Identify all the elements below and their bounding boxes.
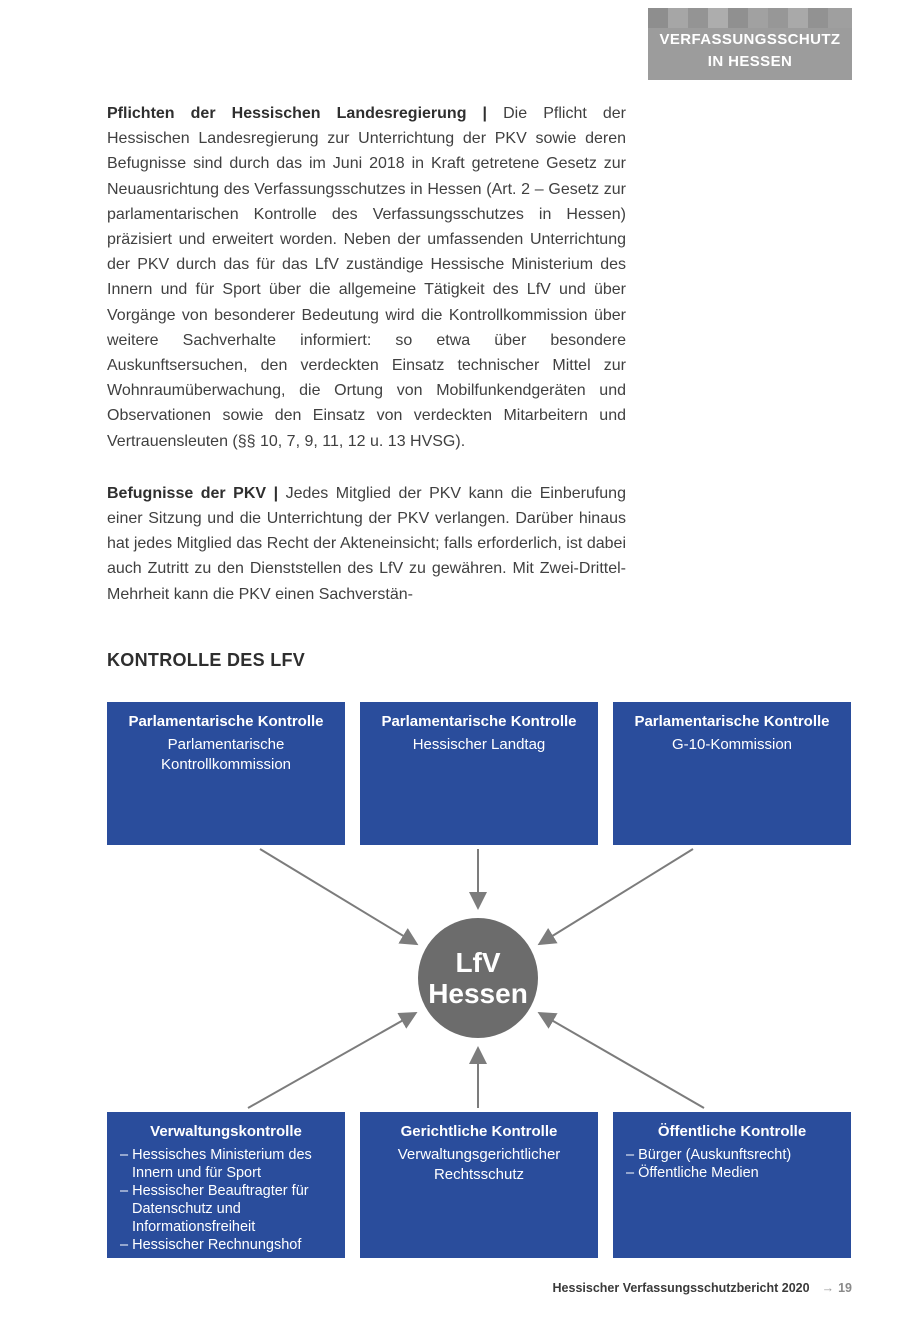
circle-label-line-1: LfV xyxy=(455,947,501,978)
body-copy xyxy=(107,101,626,634)
paragraph-lead-pflichten: Pflichten der Hessischen Landesregierung | xyxy=(107,105,488,122)
box-item-list xyxy=(107,1145,345,1254)
box-subtitle: Parlamentarische Kontrollkommission xyxy=(160,736,292,773)
page-footer xyxy=(0,1281,852,1295)
diagram-box-gerichtliche-kontrolle xyxy=(360,1112,598,1258)
box-item-list xyxy=(613,1145,851,1182)
badge-title-line-2: IN HESSEN xyxy=(707,53,793,70)
box-item: – Öffentliche Medien xyxy=(626,1165,759,1181)
box-item: – Bürger (Auskunftsrecht) xyxy=(626,1147,792,1163)
footer-page-number: 19 xyxy=(838,1281,852,1295)
box-title: Parlamentarische Kontrolle xyxy=(634,713,830,730)
diagram-box-oeffentliche-kontrolle xyxy=(613,1112,851,1258)
paragraph-text-befugnisse: Jedes Mitglied der PKV kann die Einberufung einer Sitzung und die Unterrichtung der PKV verlangen. Darüber hinaus hat jedes Mitglied das Recht der Akteneinsicht; falls erforderlich, ist dabei auch Zutritt zu den Dienststellen des LfV zu gewähren. Mit Zwei-Drittel-Mehrheit kann die PKV einen Sachverstän- xyxy=(107,484,626,603)
footer-arrow-icon: → xyxy=(821,1281,835,1295)
kontrolle-des-lfv-diagram xyxy=(107,702,851,1258)
box-item: – Hessischer Beauftragter für Datenschutz und Informationsfreiheit xyxy=(120,1183,309,1235)
box-subtitle: Verwaltungsgerichtlicher Rechtsschutz xyxy=(397,1146,561,1183)
diagram-box-parlamentarische-kontrollkommission xyxy=(107,702,345,845)
section-title: KONTROLLE DES LFV xyxy=(107,650,306,670)
header-badge xyxy=(648,8,852,80)
box-item: – Hessisches Ministerium des Innern und für Sport xyxy=(120,1147,312,1181)
box-subtitle: Hessischer Landtag xyxy=(412,736,546,753)
box-title: Parlamentarische Kontrolle xyxy=(128,713,324,730)
box-title: Gerichtliche Kontrolle xyxy=(400,1123,558,1140)
paragraph-text-pflichten: Die Pflicht der Hessischen Landesregierung zur Unterrichtung der PKV sowie deren Befugnisse sind durch das im Juni 2018 in Kraft getretene Gesetz zur Neuausrichtung des Verfassungsschutzes in Hessen (Art. 2 – Gesetz zur parlamentarischen Kontrolle des Verfassungsschutzes in Hessen) präzisiert und erweitert worden. Neben der umfassenden Unterrichtung der PKV durch das für das LfV zuständige Hessische Ministerium des Innern und für Sport über die allgemeine Tätigkeit des LfV und über Vorgänge von besonderer Bedeutung wird die Kontrollkommission über weitere Sachverhalte informiert: so etwa über besondere Auskunftsersuchen, den verdeckten Einsatz technischer Mittel zur Wohnraumüberwachung, die Ortung von Mobilfunkendgeräten und Observationen sowie den Einsatz von verdeckten Mitarbeitern und Vertrauensleuten (§§ 10, 7, 9, 11, 12 u. 13 HVSG). xyxy=(107,105,626,450)
badge-title xyxy=(648,29,852,73)
box-title: Parlamentarische Kontrolle xyxy=(381,713,577,730)
paragraph-befugnisse xyxy=(107,481,626,607)
paragraph-lead-befugnisse: Befugnisse der PKV | xyxy=(107,484,279,502)
box-title: Öffentliche Kontrolle xyxy=(657,1123,807,1140)
paragraph-pflichten xyxy=(107,101,626,454)
box-subtitle: G-10-Kommission xyxy=(671,736,793,753)
box-item: – Hessischer Rechnungshof xyxy=(120,1237,302,1253)
diagram-box-verwaltungskontrolle xyxy=(107,1112,345,1258)
box-title: Verwaltungskontrolle xyxy=(150,1123,302,1140)
badge-mosaic-pattern xyxy=(648,8,852,28)
badge-title-line-1: VERFASSUNGSSCHUTZ xyxy=(659,31,841,48)
lfv-hessen-circle xyxy=(418,918,538,1038)
circle-label-line-2: Hessen xyxy=(428,978,528,1009)
diagram-box-hessischer-landtag xyxy=(360,702,598,845)
diagram-box-g10-kommission xyxy=(613,702,851,845)
footer-report-title: Hessischer Verfassungsschutzbericht 2020 xyxy=(552,1281,810,1295)
